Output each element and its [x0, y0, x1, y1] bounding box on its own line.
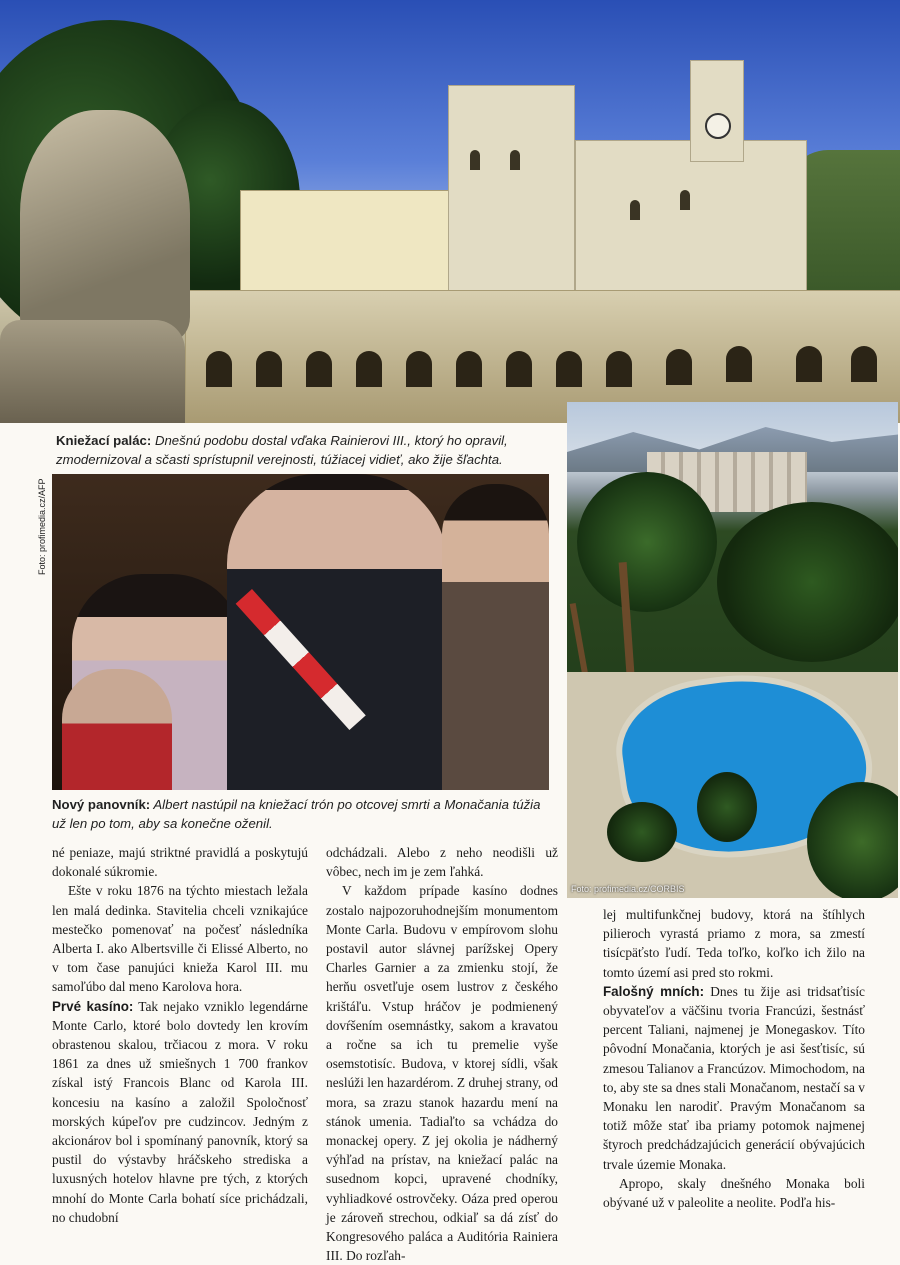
palm-tree: [697, 772, 757, 842]
paragraph: lej multifunkčnej budovy, ktorá na štíhlych pilieroch vyrastá priamo z mora, sa zmestí tisícpäťsto ľudí. Teda toľko, koľko ich žilo na tomto území asi pred sto rokmi.: [603, 907, 865, 980]
statue-pedestal: [0, 320, 185, 423]
paragraph: odchádzali. Alebo z neho neodišli už vôbec, nech im je zem ľahká.: [326, 845, 558, 880]
article-column-1: [52, 843, 308, 1227]
paragraph: V každom prípade kasíno dodnes zostalo najpozoruhodnejším monumentom Monte Carla. Budovu v empírovom slohu postavil autor slávnej parížskej Opery Charles Garnier a za zmienku stojí, že herňu osvetľuje osem lustrov z českého krištáľu. Vstup hráčov je podmienený dovŕšením osemnástky, sakom a kravatou a ročne sa ich tu premelie vyše osemstotisíc. Budova, v ktorej sídli, však neslúži len hazardérom. Z druhej strany, od mora, sa zrazu stanok hazardu mení na stánok umenia. Tadiaľto sa vchádza do monackej opery. Z jej okolia je nádherný výhľad na prístav, na kniežací palác na susednom kopci, upravené chodníky, vyhliadkové ostrovčeky. Oáza pred operou je zároveň strechou, odkiaľ sa dá zísť do Kongresového paláca a Auditória Rainiera III. Do rozľah-: [326, 883, 558, 1264]
royal-family-photo: [52, 474, 549, 790]
palm-tree: [577, 472, 717, 612]
palace-photo: [0, 0, 900, 423]
article-column-2: [326, 843, 558, 1265]
article-column-3: [603, 905, 865, 1212]
palace-main-tower: [448, 85, 575, 317]
child: [62, 669, 172, 790]
clock-icon: [705, 113, 731, 139]
palace-caption: [56, 431, 556, 469]
caption-text: Albert nastúpil na kniežací trón po otcovej smrti a Monačania túžia už len po tom, aby sa konečne oženil.: [52, 797, 541, 831]
shrub: [607, 802, 677, 862]
paragraph: Ešte v roku 1876 na týchto miestach ležala len malá dedinka. Stavitelia chceli vznikajúce mestečko pomenovať na počesť následníka Alberta I. ako Albertsville či Elissé Alberto, no v tom čase panujúci knieža Karol III. mu samoľúbo dal meno Karolova hora.: [52, 883, 308, 995]
caption-text: Dnešnú podobu dostal vďaka Rainierovi III., ktorý ho opravil, zmodernizoval a sčasti sprístupnil verejnosti, túžiacej vidieť, ako žije šľachta.: [56, 433, 508, 467]
paragraph: Tak nejako vzniklo legendárne Monte Carlo, ktoré bolo dovtedy len krovím obrastenou skalou, trčiacou z mora. V roku 1861 za dnes už smiešnych 1 700 frankov získal istý Francois Blanc od Karola III. koncesiu na kasíno a založil Spoločnosť morských kúpeľov pre cudzincov. Jedným z akcionárov bol i spomínaný panovník, ktorý sa pustil do výstavby hráčskeho strediska a luxusných hotelov hlavne pre tých, z ktorých mnohí do Monte Carla bohatí síce prichádzali, no chudobní: [52, 998, 308, 1225]
section-heading: Prvé kasíno:: [52, 998, 134, 1014]
garden-pool-photo: [567, 402, 898, 898]
prince-albert: [227, 474, 447, 790]
caption-label: Nový panovník:: [52, 797, 151, 812]
photo-credit: Foto: profimedia.cz/CORBIS: [571, 884, 685, 894]
clock-tower: [690, 60, 744, 162]
section-heading: Falošný mních:: [603, 983, 705, 999]
palace-wing: [575, 140, 807, 302]
photo-credit: Foto: profimedia.cz/AFP: [37, 478, 47, 575]
caption-label: Kniežací palác:: [56, 433, 152, 448]
paragraph: Dnes tu žije asi tridsaťtisíc obyvateľov a väčšinu tvoria Francúzi, šestnásť percent Taliani, najmenej je Monegaskov. Títo pôvodní Monačania, ktorých je asi šesťtisíc, sú zmesou Talianov a Francúzov. Mimochodom, na to, aby ste sa dnes stali Monačanom, nestačí sa v Monaku len narodiť. Pravým Monačanom sa totiž môže stať iba priamy potomok najmenej štyroch predchádzajúcich generácií obývajúcich trvale územie Monaka.: [603, 983, 865, 1172]
family-caption: [52, 795, 552, 833]
paragraph: né peniaze, majú striktné pravidlá a poskytujú dokonalé súkromie.: [52, 845, 308, 880]
paragraph: Apropo, skaly dnešného Monaka boli obývané už v paleolite a neolite. Podľa his-: [603, 1175, 865, 1211]
statue: [20, 110, 190, 340]
garden-trees: [717, 502, 898, 662]
woman-right: [442, 484, 549, 790]
